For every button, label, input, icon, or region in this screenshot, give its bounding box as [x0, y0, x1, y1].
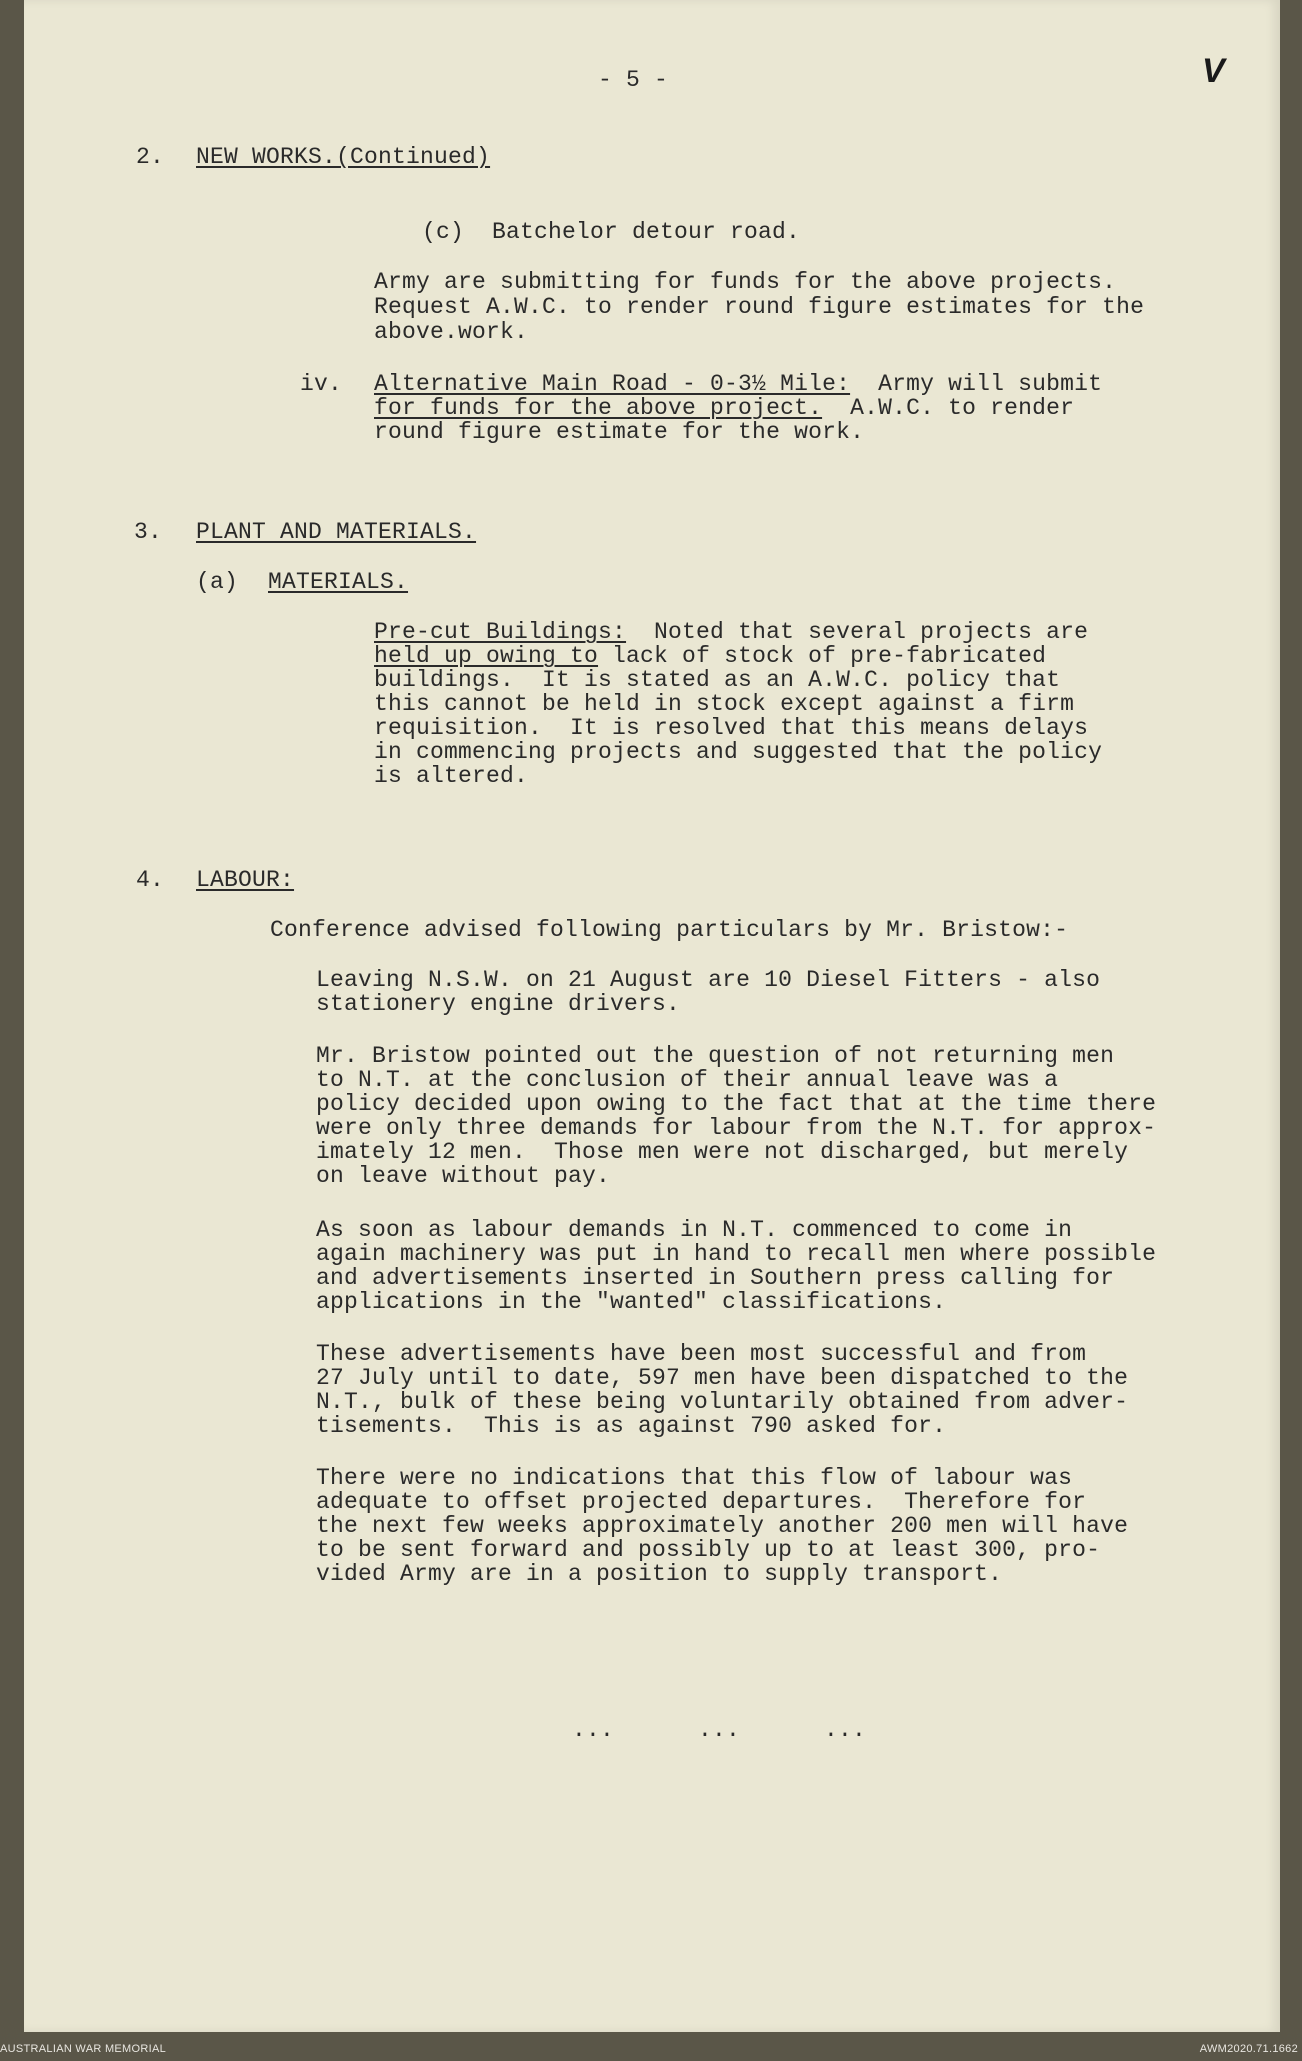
section-2-para1-line2: Request A.W.C. to render round figure estimates for the: [374, 294, 1145, 320]
section-4-intro: Conference advised following particulars by Mr. Bristow:-: [270, 917, 1069, 943]
section-2-item-iv-line2: [374, 396, 1074, 421]
labour-p2-line4: were only three demands for labour from the N.T. for approx-: [316, 1115, 1157, 1141]
labour-p5-line1: There were no indications that this flow of labour was: [316, 1465, 1073, 1491]
precut-line6: in commencing projects and suggested that the policy: [374, 739, 1103, 765]
section-2-item-c: (c) Batchelor detour road.: [422, 219, 801, 245]
labour-p3-line3: and advertisements inserted in Southern press calling for: [316, 1265, 1115, 1291]
labour-p3-line1: As soon as labour demands in N.T. commenced to come in: [316, 1217, 1073, 1243]
labour-p1-line1: Leaving N.S.W. on 21 August are 10 Diesel Fitters - also: [316, 967, 1101, 993]
item-iv-heading: Alternative Main Road - 0-3½ Mile:: [374, 371, 851, 397]
precut-line5: requisition. It is resolved that this means delays: [374, 715, 1089, 741]
precut-line7: is altered.: [374, 763, 529, 789]
precut-line4: this cannot be held in stock except against a firm: [374, 691, 1075, 717]
section-2-item-iv-number: iv.: [300, 371, 343, 397]
footer-right: AWM2020.71.1662: [1199, 2043, 1298, 2055]
item-iv-rest: Army will submit: [850, 371, 1103, 397]
section-2-heading: NEW WORKS.(Continued): [196, 144, 491, 170]
section-2-para1-line3: above.work.: [374, 319, 529, 345]
footer-left: AUSTRALIAN WAR MEMORIAL: [0, 2043, 167, 2055]
item-iv-line2-rest: A.W.C. to render: [822, 395, 1075, 421]
labour-p4-line3: N.T., bulk of these being voluntarily obtained from adver-: [316, 1389, 1129, 1415]
section-2-item-iv-line1: [374, 372, 1102, 397]
precut-heading: Pre-cut Buildings:: [374, 619, 627, 645]
precut-line1: [374, 620, 1088, 645]
section-3-sub-number: (a): [196, 569, 239, 595]
labour-p4-line1: These advertisements have been most successful and from: [316, 1341, 1087, 1367]
labour-p2-line3: policy decided upon owing to the fact that at the time there: [316, 1091, 1157, 1117]
page-number: - 5 -: [598, 67, 669, 93]
labour-p5-line2: adequate to offset projected departures. Therefore for: [316, 1489, 1087, 1515]
labour-p2-line6: on leave without pay.: [316, 1163, 611, 1189]
labour-p2-line5: imately 12 men. Those men were not discharged, but merely: [316, 1139, 1129, 1165]
labour-p5-line4: to be sent forward and possibly up to at least 300, pro-: [316, 1537, 1101, 1563]
labour-p3-line4: applications in the "wanted" classifications.: [316, 1289, 947, 1315]
precut-line2-rest: lack of stock of pre-fabricated: [598, 643, 1047, 669]
labour-p4-line2: 27 July until to date, 597 men have been dispatched to the: [316, 1365, 1129, 1391]
labour-p1-line2: stationery engine drivers.: [316, 991, 681, 1017]
item-iv-line2-underlined: for funds for the above project.: [374, 395, 823, 421]
section-2-para1-line1: Army are submitting for funds for the above projects.: [374, 269, 1117, 295]
precut-line3: buildings. It is stated as an A.W.C. policy that: [374, 667, 1061, 693]
precut-line2-underlined: held up owing to: [374, 643, 599, 669]
section-2-number: 2.: [136, 144, 165, 170]
labour-p5-line5: vided Army are in a position to supply transport.: [316, 1561, 1003, 1587]
labour-p4-line4: tisements. This is as against 790 asked for.: [316, 1413, 947, 1439]
margin-check-mark: V: [1202, 52, 1225, 90]
section-3-sub-heading: MATERIALS.: [268, 569, 409, 595]
closing-ellipsis: ... ... ...: [572, 1717, 867, 1743]
section-3-heading: PLANT AND MATERIALS.: [196, 519, 477, 545]
section-2-item-iv-line3: round figure estimate for the work.: [374, 419, 865, 445]
labour-p2-line1: Mr. Bristow pointed out the question of not returning men: [316, 1043, 1115, 1069]
section-3-number: 3.: [134, 519, 163, 545]
section-4-number: 4.: [136, 867, 165, 893]
labour-p3-line2: again machinery was put in hand to recall men where possible: [316, 1241, 1157, 1267]
labour-p2-line2: to N.T. at the conclusion of their annual leave was a: [316, 1067, 1059, 1093]
labour-p5-line3: the next few weeks approximately another 200 men will have: [316, 1513, 1129, 1539]
precut-rest: Noted that several projects are: [626, 619, 1089, 645]
section-4-heading: LABOUR:: [196, 867, 295, 893]
precut-line2: [374, 644, 1046, 669]
document-page: [24, 0, 1280, 2032]
